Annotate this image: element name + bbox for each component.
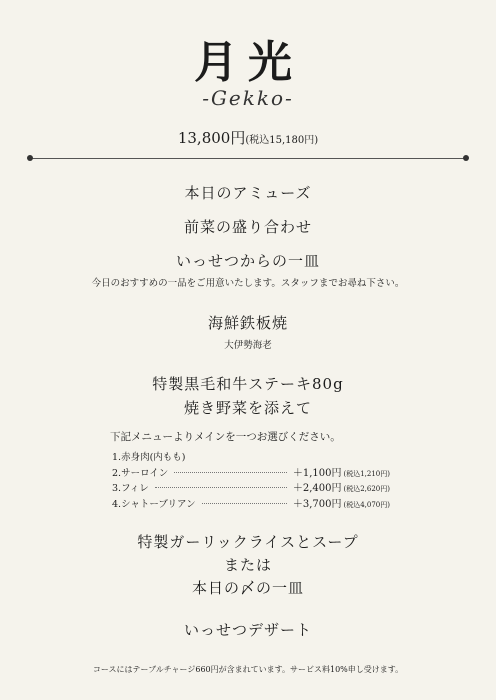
price-value: 13,800円 <box>177 129 246 147</box>
dot-leader <box>155 487 287 488</box>
footer-note: コースにはテーブルチャージ660円が含まれています。サービス料10%申し受けます。 <box>92 665 404 674</box>
divider-dot-right <box>463 155 469 161</box>
course-chef-dish-note: 今日のおすすめの一品をご用意いたします。スタッフまでお尋ね下さい。 <box>91 278 405 289</box>
course-appetizer: 前菜の盛り合わせ <box>183 218 312 236</box>
course-seafood-note: 大伊勢海老 <box>224 340 272 351</box>
main-option <box>112 479 390 494</box>
main-option <box>112 449 390 463</box>
menu-subtitle: -Gekko- <box>202 86 294 110</box>
option-price: ＋3,700円 <box>292 499 342 510</box>
option-tax: (税込4,070円) <box>343 501 390 509</box>
course-steak-sub: 焼き野菜を添えて <box>183 399 312 417</box>
menu-title: 月光 <box>194 37 302 88</box>
dot-leader <box>202 503 287 504</box>
course-or: または <box>223 556 272 574</box>
option-label: 4.シャトーブリアン <box>112 499 196 510</box>
course-rice: 特製ガーリックライスとスープ <box>137 533 359 551</box>
option-tax: (税込1,210円) <box>343 470 390 478</box>
option-label: 3.フィレ <box>112 483 149 494</box>
option-label: 2.サーロイン <box>112 468 169 479</box>
main-option <box>112 464 390 479</box>
course-steak: 特製黒毛和牛ステーキ80g <box>152 375 344 393</box>
divider-line <box>30 158 466 159</box>
option-label: 1.赤身肉(内もも) <box>112 452 186 463</box>
price-tax: (税込15,180円) <box>245 135 319 146</box>
course-price <box>0 127 496 148</box>
option-tax: (税込2,620円) <box>343 485 390 493</box>
main-choice-heading: 下記メニューよりメインを一つお選びください。 <box>110 431 341 443</box>
option-price: ＋2,400円 <box>292 483 342 494</box>
course-amuse: 本日のアミューズ <box>184 184 312 202</box>
course-shime: 本日の〆の一皿 <box>191 579 304 597</box>
option-price: ＋1,100円 <box>292 468 342 479</box>
divider-dot-left <box>27 155 33 161</box>
course-seafood: 海鮮鉄板焼 <box>207 314 288 332</box>
dot-leader <box>174 472 287 473</box>
course-dessert: いっせつデザート <box>183 621 312 639</box>
main-option <box>112 495 390 510</box>
course-chef-dish: いっせつからの一皿 <box>175 252 320 270</box>
